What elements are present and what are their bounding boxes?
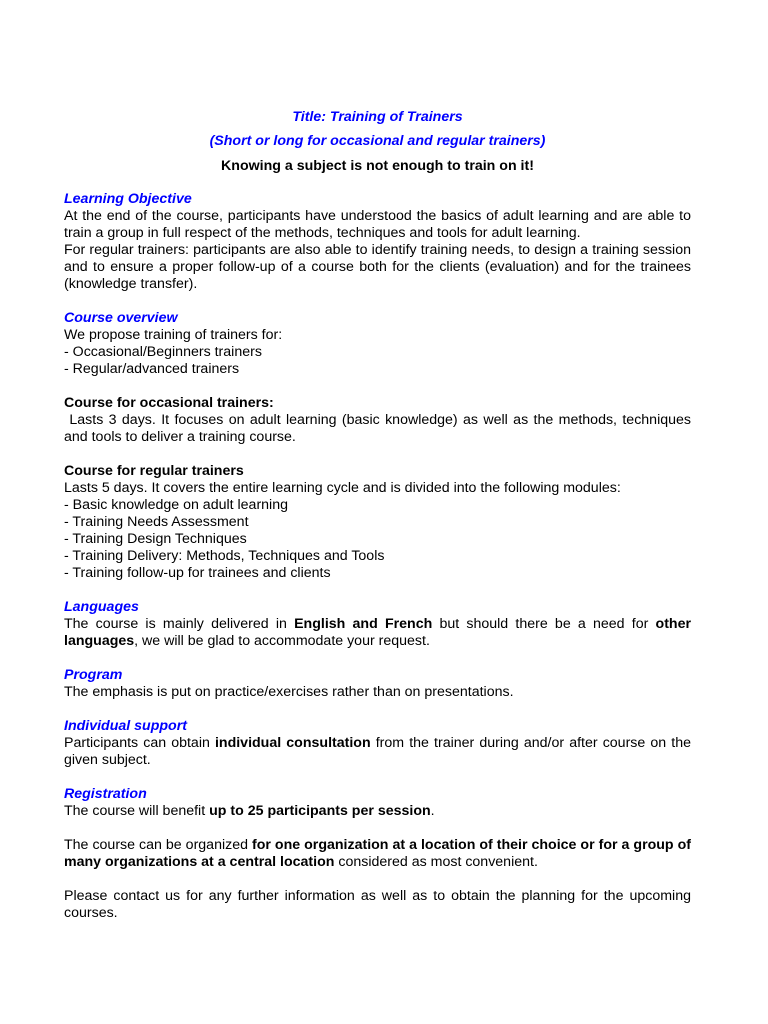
document-page bbox=[64, 109, 695, 922]
languages-text-2: but should there be a need for bbox=[432, 616, 656, 632]
tagline: Knowing a subject is not enough to train on it! bbox=[221, 158, 534, 174]
regular-course-modules bbox=[64, 497, 691, 582]
support-text-2: from the trainer during and/or after course on the given subject. bbox=[64, 735, 691, 768]
support-text-1: Participants can obtain bbox=[64, 735, 215, 751]
languages-text-3: , we will be glad to accommodate your request. bbox=[134, 633, 430, 649]
languages-bold-1: English and French bbox=[294, 616, 433, 632]
course-overview-list bbox=[64, 344, 691, 378]
registration-heading: Registration bbox=[64, 786, 147, 802]
learning-objective-paragraph-1: At the end of the course, participants have understood the basics of adult learning and are able to train a group in full respect of the methods, techniques and tools for adult learning. bbox=[64, 208, 691, 241]
registration-text-2: . bbox=[430, 803, 435, 819]
individual-support-paragraph bbox=[64, 735, 691, 769]
list-item: - Training Needs Assessment bbox=[64, 514, 249, 530]
regular-course-intro: Lasts 5 days. It covers the entire learning cycle and is divided into the following modules: bbox=[64, 480, 621, 496]
registration-paragraph-3: Please contact us for any further information as well as to obtain the planning for the upcoming courses. bbox=[64, 888, 691, 921]
regular-course-heading: Course for regular trainers bbox=[64, 463, 244, 479]
list-item: - Regular/advanced trainers bbox=[64, 361, 240, 377]
individual-support-heading: Individual support bbox=[64, 718, 187, 734]
occasional-course-heading: Course for occasional trainers: bbox=[64, 395, 274, 411]
list-item: - Training Delivery: Methods, Techniques and Tools bbox=[64, 548, 385, 564]
registration-bold-1: up to 25 participants per session bbox=[209, 803, 431, 819]
languages-heading: Languages bbox=[64, 599, 139, 615]
list-item: - Basic knowledge on adult learning bbox=[64, 497, 288, 513]
languages-paragraph bbox=[64, 616, 691, 650]
languages-bold-2: other languages bbox=[64, 616, 691, 649]
title-block bbox=[64, 109, 691, 150]
course-overview-heading: Course overview bbox=[64, 310, 178, 326]
registration-paragraph-1 bbox=[64, 803, 691, 820]
languages-text-1: The course is mainly delivered in bbox=[64, 616, 295, 632]
course-overview-intro: We propose training of trainers for: bbox=[64, 327, 283, 343]
program-heading: Program bbox=[64, 667, 123, 683]
registration-p2-text-2: considered as most convenient. bbox=[334, 854, 538, 870]
registration-p2-text-1: The course can be organized bbox=[64, 837, 252, 853]
support-bold-1: individual consultation bbox=[214, 735, 371, 751]
program-text: The emphasis is put on practice/exercises rather than on presentations. bbox=[64, 684, 514, 700]
registration-p2-bold-1: for one organization at a location of their choice or for a group of many organizations at a central location bbox=[64, 837, 691, 870]
learning-objective-paragraph-2: For regular trainers: participants are also able to identify training needs, to design a training session and to ensure a proper follow-up of a course both for the clients (evaluation) and for the trainees (knowledge transfer). bbox=[64, 242, 691, 292]
document-title: Title: Training of Trainers bbox=[292, 109, 463, 125]
learning-objective-heading: Learning Objective bbox=[64, 191, 192, 207]
list-item: - Training follow-up for trainees and clients bbox=[64, 565, 331, 581]
list-item: - Occasional/Beginners trainers bbox=[64, 344, 262, 360]
registration-text-1: The course will benefit bbox=[64, 803, 210, 819]
document-subtitle: (Short or long for occasional and regular trainers) bbox=[209, 133, 546, 149]
occasional-course-text: Lasts 3 days. It focuses on adult learning (basic knowledge) as well as the methods, techniques and tools to deliver a training course. bbox=[64, 412, 695, 445]
list-item: - Training Design Techniques bbox=[64, 531, 247, 547]
registration-paragraph-2 bbox=[64, 837, 691, 871]
